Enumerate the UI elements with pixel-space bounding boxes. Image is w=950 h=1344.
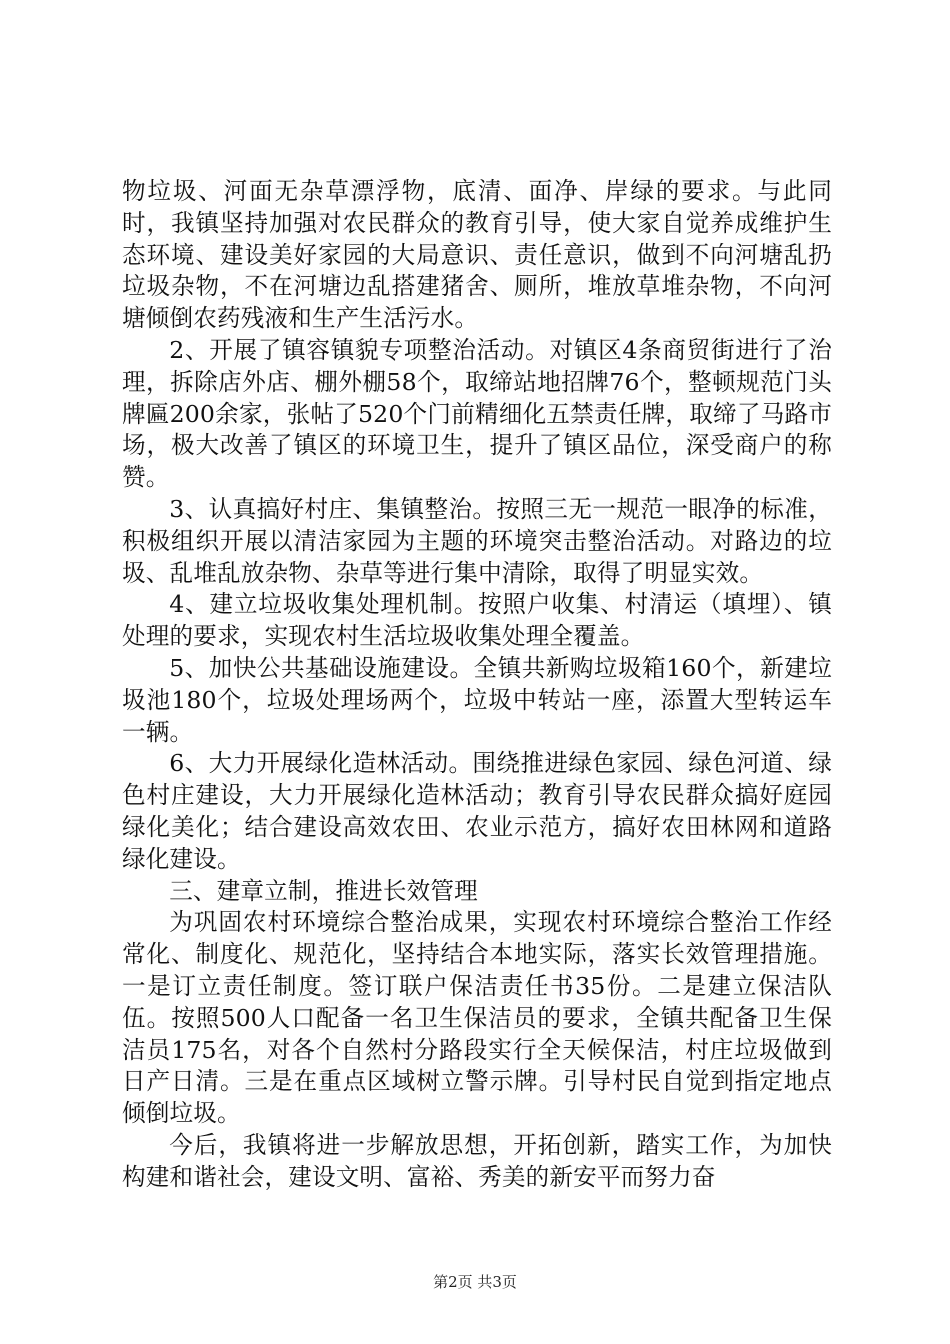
paragraph-item-2: 2、开展了镇容镇貌专项整治活动。对镇区4条商贸街进行了治理，拆除店外店、棚外棚58个，取缔站地招牌76个，整顿规范门头牌匾200余家，张帖了520个门前精细化五禁责任牌，取缔了马路市场，极大改善了镇区的环境卫生，提升了镇区品位，深受商户的称赞。 [122, 335, 832, 492]
paragraph-outlook: 今后，我镇将进一步解放思想，开拓创新，踏实工作，为加快构建和谐社会，建设文明、富裕、秀美的新安平而努力奋 [122, 1130, 832, 1191]
paragraph-long-term-management: 为巩固农村环境综合整治成果，实现农村环境综合整治工作经常化、制度化、规范化，坚持结合本地实际，落实长效管理措施。一是订立责任制度。签订联户保洁责任书35份。二是建立保洁队伍。按照500人口配备一名卫生保洁员的要求，全镇共配备卫生保洁员175名，对各个自然村分路段实行全天候保洁，村庄垃圾做到日产日清。三是在重点区域树立警示牌。引导村民自觉到指定地点倾倒垃圾。 [122, 908, 832, 1128]
document-body [122, 176, 832, 1194]
paragraph-item-5: 5、加快公共基础设施建设。全镇共新购垃圾箱160个，新建垃圾池180个，垃圾处理场两个，垃圾中转站一座，添置大型转运车一辆。 [122, 653, 832, 746]
paragraph-continuation: 物垃圾、河面无杂草漂浮物，底清、面净、岸绿的要求。与此同时，我镇坚持加强对农民群众的教育引导，使大家自觉养成维护生态环境、建设美好家园的大局意识、责任意识，做到不向河塘乱扔垃圾杂物，不在河塘边乱搭建猪舍、厕所，堆放草堆杂物，不向河塘倾倒农药残液和生产生活污水。 [122, 177, 832, 333]
paragraph-item-3: 3、认真搞好村庄、集镇整治。按照三无一规范一眼净的标准，积极组织开展以清洁家园为主题的环境突击整治活动。对路边的垃圾、乱堆乱放杂物、杂草等进行集中清除，取得了明显实效。 [122, 494, 832, 587]
section-heading: 三、建章立制，推进长效管理 [169, 876, 478, 905]
page-footer: 第2页 共3页 [433, 1273, 517, 1291]
paragraph-item-4: 4、建立垃圾收集处理机制。按照户收集、村清运（填埋）、镇处理的要求，实现农村生活垃圾收集处理全覆盖。 [122, 590, 832, 651]
paragraph-item-6: 6、大力开展绿化造林活动。围绕推进绿色家园、绿色河道、绿色村庄建设，大力开展绿化造林活动；教育引导农民群众搞好庭园绿化美化；结合建设高效农田、农业示范方，搞好农田林网和道路绿化建设。 [122, 749, 832, 873]
